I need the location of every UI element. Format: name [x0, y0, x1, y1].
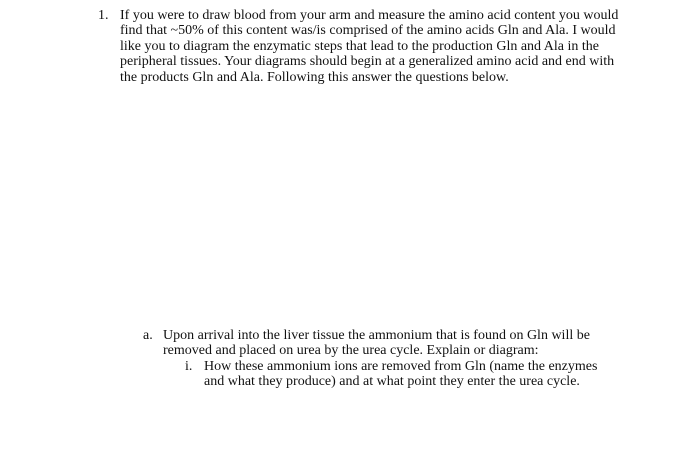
subquestion-marker: i. [185, 359, 193, 374]
question-text [120, 8, 635, 85]
subquestion-marker: a. [143, 328, 153, 343]
question-line: like you to diagram the enzymatic steps that lead to the production Gln and Ala in the [120, 38, 599, 54]
subquestion-line: and what they produce) and at what point they enter the urea cycle. [204, 374, 580, 390]
question-line: the products Gln and Ala. Following this answer the questions below. [120, 69, 509, 85]
subquestion-line: Upon arrival into the liver tissue the ammonium that is found on Gln will be [163, 328, 590, 343]
question-number: 1. [98, 8, 109, 23]
question-line: peripheral tissues. Your diagrams should begin at a generalized amino acid and end with [120, 54, 615, 70]
subquestion-text [204, 359, 597, 390]
subquestion-line: removed and placed on urea by the urea cycle. Explain or diagram: [163, 343, 539, 359]
question-line: find that ~50% of this content was/is comprised of the amino acids Gln and Ala. I would [120, 23, 616, 39]
subquestion-text [163, 328, 590, 359]
subquestion-line: How these ammonium ions are removed from Gln (name the enzymes [204, 359, 598, 374]
question-line: If you were to draw blood from your arm and measure the amino acid content you would [120, 8, 619, 23]
